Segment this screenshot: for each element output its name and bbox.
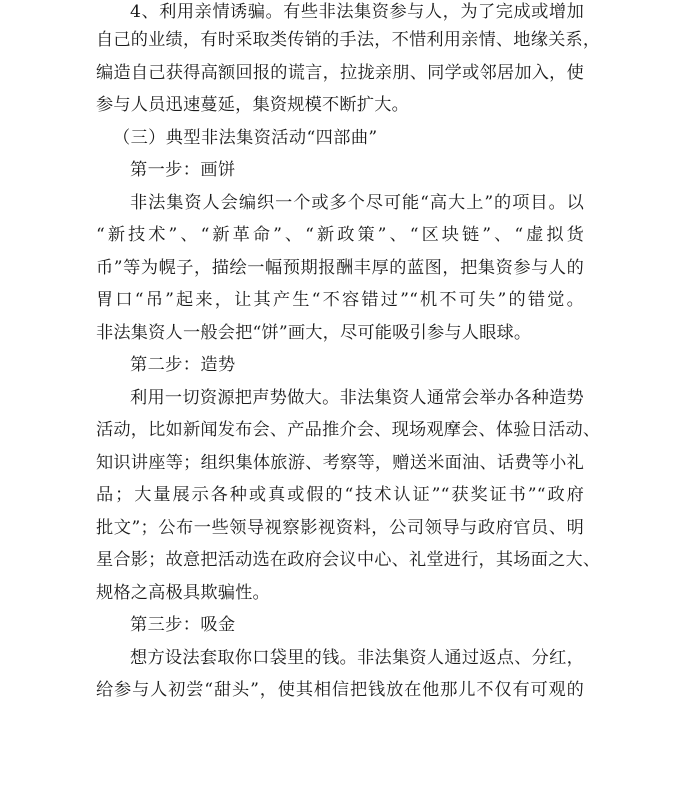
paragraph-line: 给参与人初尝“甜头”，使其相信把钱放在他那儿不仅有可观的 bbox=[96, 680, 584, 700]
paragraph-line: 批文”；公布一些领导视察影视资料，公司领导与政府官员、明 bbox=[96, 517, 584, 538]
paragraph-line: 自己的业绩，有时采取类传销的手法，不惜利用亲情、地缘关系， bbox=[96, 30, 601, 50]
paragraph-line: 利用一切资源把声势做大。非法集资人通常会举办各种造势 bbox=[130, 387, 584, 408]
paragraph-line: 想方设法套取你口袋里的钱。非法集资人通过返点、分红， bbox=[130, 647, 584, 668]
document-page bbox=[96, 0, 601, 707]
paragraph-line: 胃口“吊”起来，让其产生“不容错过”“机不可失”的错觉。 bbox=[96, 290, 584, 310]
section-heading: （三）典型非法集资活动“四部曲” bbox=[113, 127, 378, 148]
paragraph-line: 币”等为幌子，描绘一幅预期报酬丰厚的蓝图，把集资参与人的 bbox=[96, 257, 584, 278]
paragraph-line: 4、利用亲情诱骗。有些非法集资参与人，为了完成或增加 bbox=[130, 2, 584, 22]
paragraph-line: “新技术”、“新革命”、“新政策”、“区块链”、“虚拟货 bbox=[96, 225, 584, 245]
step-heading: 第三步：吸金 bbox=[130, 615, 236, 635]
paragraph-line: 星合影；故意把活动选在政府会议中心、礼堂进行，其场面之大、 bbox=[96, 550, 601, 570]
paragraph-line: 规格之高极具欺骗性。 bbox=[96, 582, 270, 603]
paragraph-line: 活动，比如新闻发布会、产品推介会、现场观摩会、体验日活动、 bbox=[96, 420, 601, 440]
paragraph-line: 品；大量展示各种或真或假的“技术认证”“获奖证书”“政府 bbox=[96, 485, 584, 505]
step-heading: 第二步：造势 bbox=[130, 355, 236, 375]
step-heading: 第一步：画饼 bbox=[130, 160, 236, 180]
paragraph-line: 非法集资人一般会把“饼”画大，尽可能吸引参与人眼球。 bbox=[96, 322, 532, 343]
paragraph-line: 知识讲座等；组织集体旅游、考察等，赠送米面油、话费等小礼 bbox=[96, 452, 584, 473]
paragraph-line: 参与人员迅速蔓延，集资规模不断扩大。 bbox=[96, 95, 409, 115]
paragraph-line: 非法集资人会编织一个或多个尽可能“高大上”的项目。以 bbox=[130, 192, 584, 213]
paragraph-line: 编造自己获得高额回报的谎言，拉拢亲朋、同学或邻居加入，使 bbox=[96, 62, 584, 83]
